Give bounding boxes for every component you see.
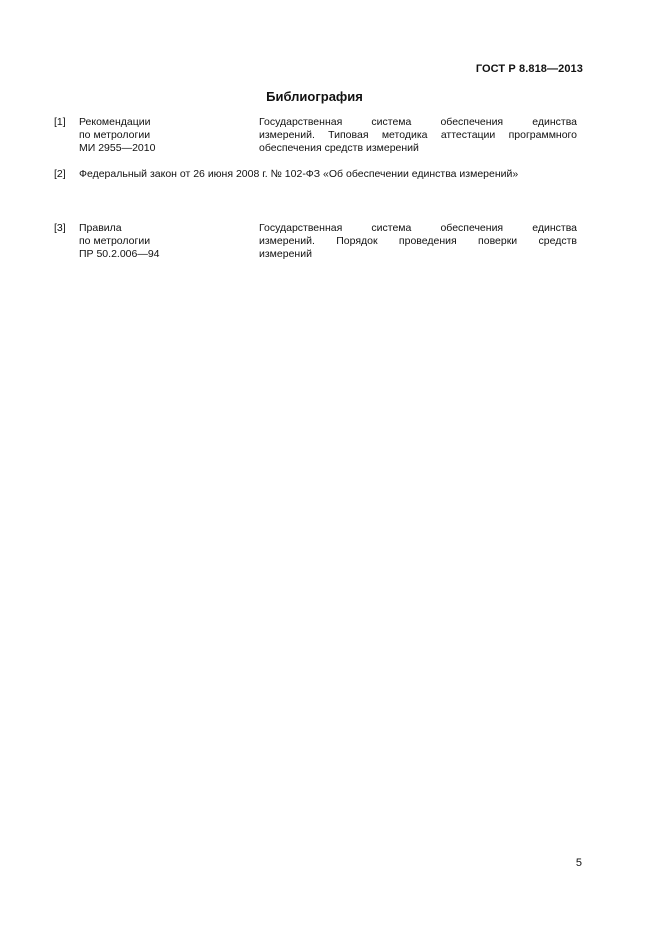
description-line: измерений — [259, 248, 312, 260]
description-line: измерений. Порядок проведения поверки средств — [259, 235, 577, 247]
source-line: по метрологии — [79, 235, 151, 247]
entry-source — [79, 116, 249, 155]
source-line: МИ 2955—2010 — [79, 142, 156, 154]
description-line: обеспечения средств измерений — [259, 142, 419, 154]
entry-number: [1] — [54, 116, 66, 128]
entry-number: [2] — [54, 168, 66, 180]
source-line: по метрологии — [79, 129, 151, 141]
entry-description — [259, 116, 577, 155]
entry-source — [79, 222, 249, 261]
source-line: Правила — [79, 222, 122, 234]
entry-full-text: Федеральный закон от 26 июня 2008 г. № 102-ФЗ «Об обеспечении единства измерений» — [79, 168, 519, 180]
description-line: Государственная система обеспечения единства — [259, 222, 577, 234]
source-line: ПР 50.2.006—94 — [79, 248, 160, 260]
entry-number: [3] — [54, 222, 66, 234]
page-number: 5 — [575, 857, 582, 869]
bibliography-title: Библиография — [266, 89, 363, 104]
entry-description — [259, 222, 577, 261]
document-code: ГОСТ Р 8.818—2013 — [475, 63, 583, 75]
description-line: Государственная система обеспечения единства — [259, 116, 577, 128]
source-line: Рекомендации — [79, 116, 151, 128]
description-line: измерений. Типовая методика аттестации программного — [259, 129, 577, 141]
